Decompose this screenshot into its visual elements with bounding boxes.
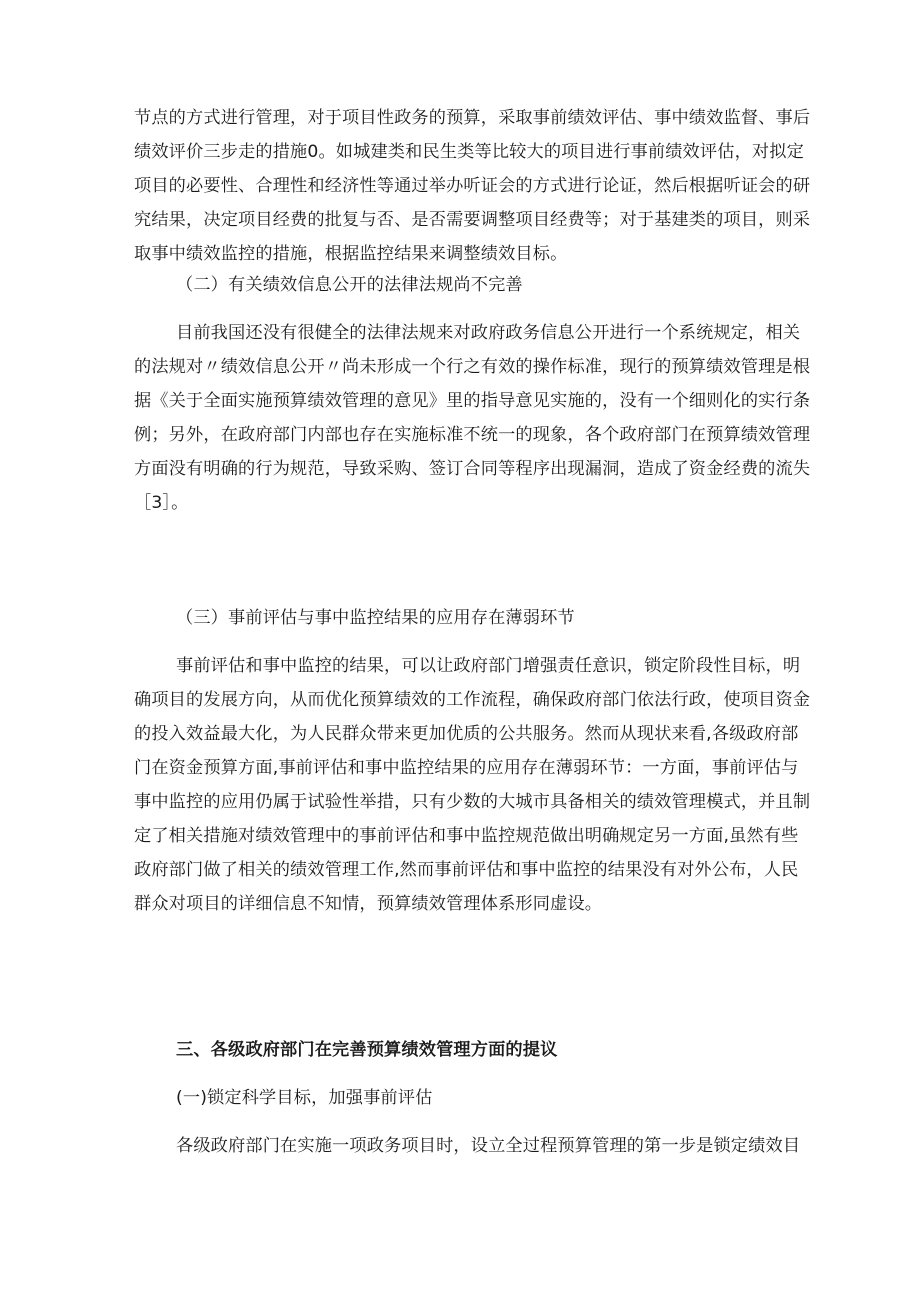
text-line: 事前评估和事中监控的结果，可以让政府部门增强责任意识，锁定阶段性目标，明 [176,656,801,676]
text-line: 政府部门做了相关的绩效管理工作,然而事前评估和事中监控的结果没有对外公布，人民 [134,860,799,880]
section-heading-3: （三）事前评估与事中监控结果的应用存在薄弱环节 [176,608,575,628]
text-line: 据《关于全面实施预算绩效管理的意见》里的指导意见实施的，没有一个细则化的实行条 [134,391,811,411]
text-line: 的投入效益最大化，为人民群众带来更加优质的公共服务。然而从现状来看,各级政府部 [134,724,799,744]
text-line: 定了相关措施对绩效管理中的事前评估和事中监控规范做出明确规定另一方面,虽然有些 [134,826,799,846]
section-heading-2: （二）有关绩效信息公开的法律法规尚不完善 [176,275,523,295]
text-line: ［3］。 [134,493,189,513]
text-line: 项目的必要性、合理性和经济性等通过举办听证会的方式进行论证，然后根据听证会的研 [134,176,811,196]
text-line: 目前我国还没有很健全的法律法规来对政府政务信息公开进行一个系统规定，相关 [176,323,801,343]
text-line: 方面没有明确的行为规范，导致采购、签订合同等程序出现漏洞，造成了资金经费的流失 [134,459,811,479]
text-line: 群众对项目的详细信息不知情，预算绩效管理体系形同虚设。 [134,894,603,914]
text-line: 例；另外，在政府部门内部也存在实施标准不统一的现象，各个政府部门在预算绩效管理 [134,425,811,445]
text-line: 节点的方式进行管理，对于项目性政务的预算，采取事前绩效评估、事中绩效监督、事后 [134,108,811,128]
text-line: 的法规对〃绩效信息公开〃尚未形成一个行之有效的操作标准，现行的预算绩效管理是根 [134,357,811,377]
section-heading-1: (一)锁定科学目标，加强事前评估 [176,1088,433,1108]
text-line: 各级政府部门在实施一项政务项目时，设立全过程预算管理的第一步是锁定绩效目 [176,1136,801,1156]
text-line: 取事中绩效监控的措施，根据监控结果来调整绩效目标。 [134,244,568,264]
text-line: 门在资金预算方面,事前评估和事中监控结果的应用存在薄弱环节：一方面，事前评估与 [134,758,799,778]
text-line: 绩效评价三步走的措施0。如城建类和民生类等比较大的项目进行事前绩效评估，对拟定 [134,142,804,162]
text-line: 确项目的发展方向，从而优化预算绩效的工作流程，确保政府部门依法行政，使项目资金 [134,690,811,710]
text-line: 究结果，决定项目经费的批复与否、是否需要调整项目经费等；对于基建类的项目，则采 [134,210,811,230]
chapter-heading: 三、各级政府部门在完善预算绩效管理方面的提议 [176,1040,558,1060]
text-line: 事中监控的应用仍属于试验性举措，只有少数的大城市具备相关的绩效管理模式，并且制 [134,792,811,812]
